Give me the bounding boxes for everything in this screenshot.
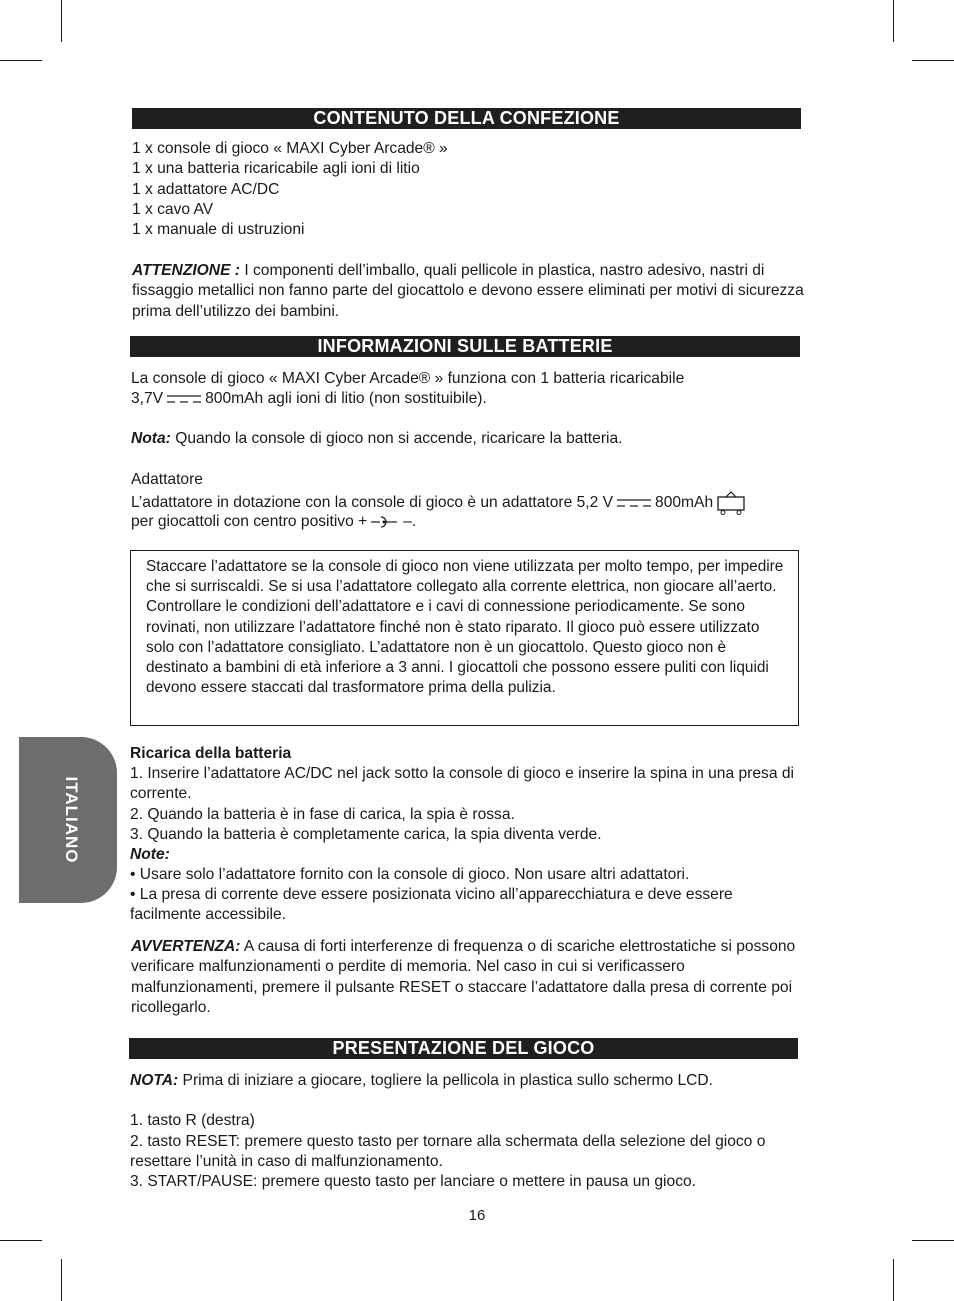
crop-mark	[912, 1240, 954, 1241]
nota-text: Quando la console di gioco non si accende, ricaricare la batteria.	[170, 430, 623, 447]
adapter-line	[131, 512, 416, 532]
adapter-text: L’adattatore in dotazione con la console di gioco è un adattatore 5,2 V	[131, 494, 614, 512]
crop-mark	[912, 60, 954, 61]
section-heading-game: PRESENTAZIONE DEL GIOCO	[129, 1038, 798, 1059]
dc-symbol-icon	[167, 394, 201, 404]
crop-mark	[61, 1259, 62, 1301]
charge-step: 2. Quando la batteria è in fase di carica, la spia è rossa.	[130, 806, 515, 823]
adapter-title: Adattatore	[131, 471, 203, 488]
note-item: • La presa di corrente deve essere posizionata vicino all’apparecchiatura e deve essere facilmente accessibile.	[130, 886, 733, 924]
polarity-minus: –.	[403, 513, 417, 530]
section-heading-batteries: INFORMAZIONI SULLE BATTERIE	[130, 336, 800, 357]
contents-item: 1 x cavo AV	[132, 201, 214, 218]
page-number: 16	[468, 1207, 486, 1224]
contents-item: 1 x adattatore AC/DC	[132, 181, 280, 198]
warning-text: Staccare l’adattatore se la console di gioco non viene utilizzata per molto tempo, per impedire che si surriscaldi. Se si usa l’adattatore collegato alla corrente elettrica, non giocare all’aerto. Controllare le condizioni dell’adattatore e i cavi di connessione periodicamente. Se sono rovinati, non utilizzare l’adattatore finché non è stato riparato. Il gioco può essere utilizzato solo con l’adattatore consigliato. L’adattatore non è un giocattolo. Questo gioco non è destinato a bambini di età inferiore a 3 anni. I giocattoli che possono essere puliti con liquidi devono essere staccati dal trasformatore prima della pulizia.	[146, 558, 784, 697]
avvertenza-label: AVVERTENZA:	[131, 938, 241, 955]
avvertenza-text: A causa di forti interferenze di frequenza o di scariche elettrostatiche si possono verificare malfunzionamenti o perdite di memoria. Nel caso in cui si verificassero malfunzionamenti, premere il pulsante RESET o staccare l’adattatore dalla presa di corrente poi ricollegarlo.	[131, 938, 796, 1016]
battery-capacity: 800mAh agli ioni di litio (non sostituibile).	[205, 390, 487, 407]
crop-mark	[893, 0, 894, 42]
avvertenza-paragraph	[131, 937, 803, 1018]
contents-item: 1 x console di gioco « MAXI Cyber Arcade® »	[132, 140, 448, 157]
warning-box	[130, 550, 799, 726]
battery-line	[131, 389, 487, 409]
notes-label: Note:	[130, 846, 170, 863]
section-heading-contents: CONTENUTO DELLA CONFEZIONE	[132, 108, 801, 129]
polarity-text: per giocattoli con centro positivo +	[131, 513, 368, 530]
nota-label: NOTA:	[130, 1072, 179, 1089]
contents-item: 1 x manuale di ustruzioni	[132, 221, 305, 238]
crop-mark	[0, 60, 42, 61]
attention-paragraph	[132, 261, 804, 322]
polarity-symbol-icon	[371, 515, 399, 529]
attention-label: ATTENZIONE :	[132, 262, 240, 279]
game-item: 3. START/PAUSE: premere questo tasto per lanciare o mettere in pausa un gioco.	[130, 1173, 696, 1190]
nota-label: Nota:	[131, 430, 171, 447]
game-item: 2. tasto RESET: premere questo tasto per tornare alla schermata della selezione del gioco o resettare l’unità in caso di malfunzionamento.	[130, 1133, 766, 1171]
battery-note	[131, 429, 622, 449]
crop-mark	[61, 0, 62, 42]
crop-mark	[0, 1240, 42, 1241]
game-note	[130, 1071, 713, 1091]
crop-mark	[893, 1259, 894, 1301]
charge-step: 1. Inserire l’adattatore AC/DC nel jack sotto la console di gioco e inserire la spina in una presa di corrente.	[130, 765, 794, 803]
contents-item: 1 x una batteria ricaricabile agli ioni di litio	[132, 160, 420, 177]
battery-voltage: 3,7V	[131, 390, 164, 407]
charge-step: 3. Quando la batteria è completamente carica, la spia diventa verde.	[130, 826, 602, 843]
battery-line: La console di gioco « MAXI Cyber Arcade® » funziona con 1 batteria ricaricabile	[131, 370, 685, 387]
dc-symbol-icon	[617, 498, 651, 508]
charge-title: Ricarica della batteria	[130, 745, 292, 762]
game-item: 1. tasto R (destra)	[130, 1112, 255, 1129]
transformer-icon	[717, 491, 745, 515]
language-tab-label: ITALIANO	[62, 776, 81, 864]
nota-text: Prima di iniziare a giocare, togliere la pellicola in plastica sullo schermo LCD.	[178, 1072, 713, 1089]
note-item: • Usare solo l’adattatore fornito con la console di gioco. Non usare altri adattatori.	[130, 866, 690, 883]
attention-text: I componenti dell’imballo, quali pellicole in plastica, nastro adesivo, nastri di fissaggio metallici non fanno parte del giocattolo e devono essere eliminati per motivi di sicurezza prima dell’utilizzo dei bambini.	[132, 262, 804, 320]
adapter-capacity: 800mAh	[655, 494, 714, 512]
